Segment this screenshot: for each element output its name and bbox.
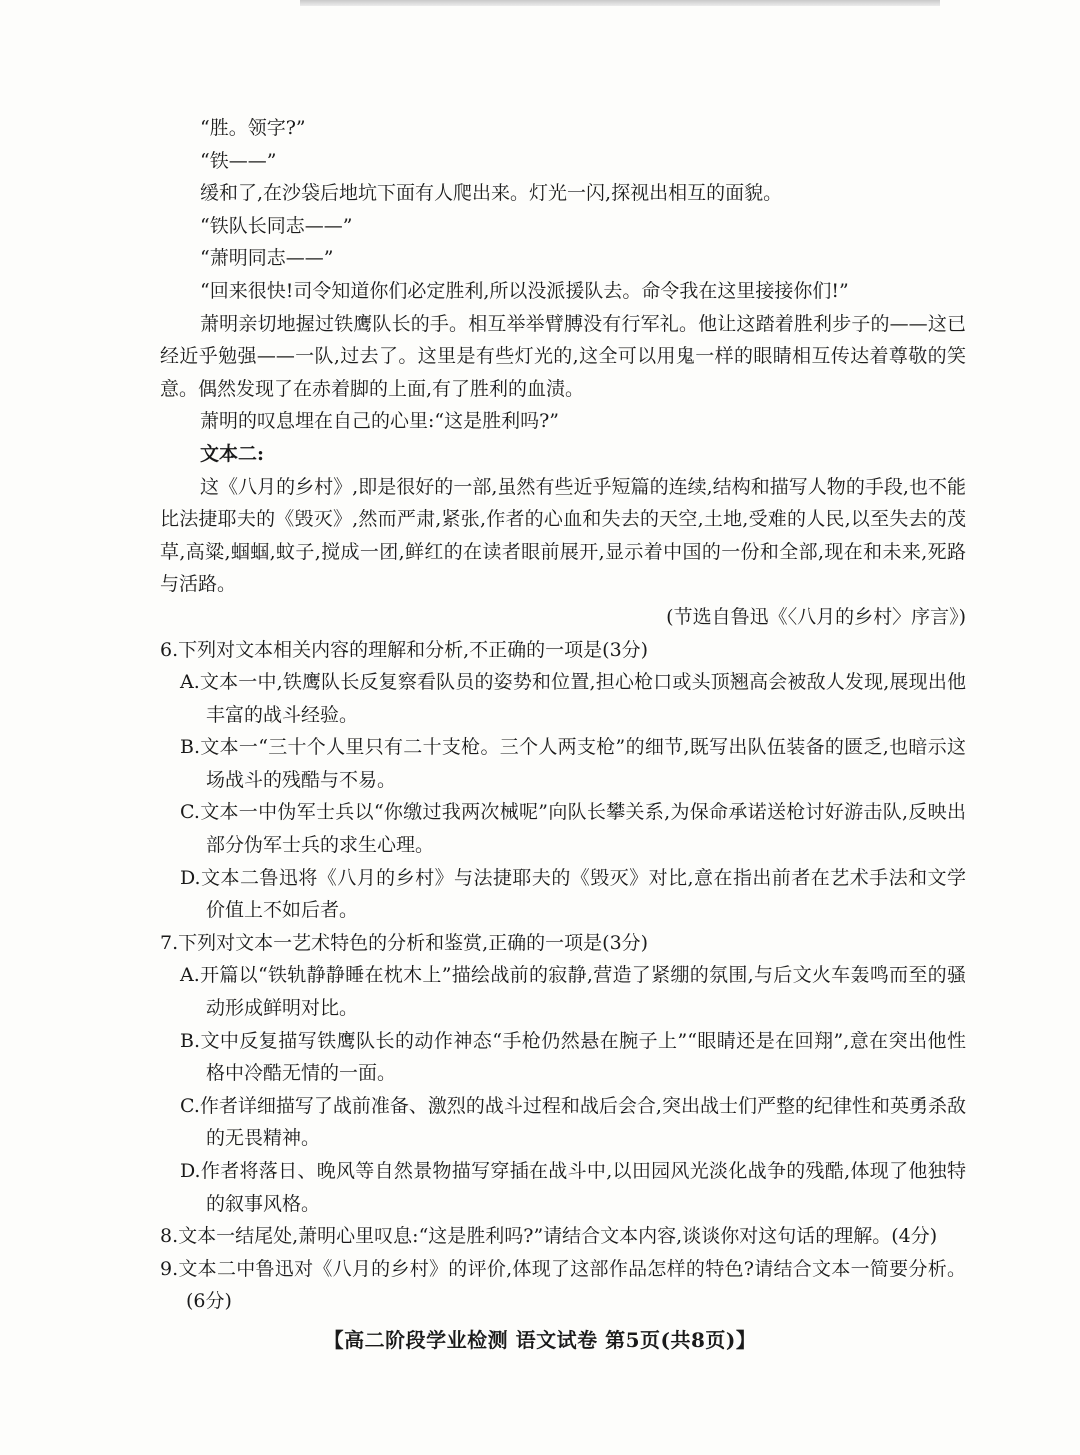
dialogue-line: “铁——”	[200, 149, 277, 172]
page-footer: 【高二阶段学业检测 语文试卷 第5页(共8页)】	[323, 1328, 757, 1352]
scan-edge	[300, 0, 940, 6]
question-stem: 8.文本一结尾处,萧明心里叹息:“这是胜利吗?”请结合文本内容,谈谈你对这句话的理解。(4分)	[160, 1225, 938, 1248]
narration-paragraph: 萧明亲切地握过铁鹰队长的手。相互举举臂膊没有行军礼。他让这踏着胜利步子的——这已经近乎勉强——一队,过去了。这里是有些灯光的,这全可以用鬼一样的眼睛相互传达着尊敬的笑意。偶然发现了在赤着脚的上面,有了胜利的血渍。	[160, 312, 966, 400]
option-a: A.开篇以“铁轨静静睡在枕木上”描绘战前的寂静,营造了紧绷的氛围,与后文火车轰鸣而至的骚动形成鲜明对比。	[180, 964, 966, 1020]
option-b: B.文中反复描写铁鹰队长的动作神态“手枪仍然悬在腕子上”“眼睛还是在回翔”,意在突出他性格中冷酷无情的一面。	[180, 1029, 966, 1085]
question-9	[160, 1253, 966, 1318]
question-stem: 6.下列对文本相关内容的理解和分析,不正确的一项是(3分)	[160, 638, 649, 661]
narration-line: 缓和了,在沙袋后地坑下面有人爬出来。灯光一闪,探视出相互的面貌。	[200, 182, 783, 205]
option-d: D.文本二鲁迅将《八月的乡村》与法捷耶夫的《毁灭》对比,意在指出前者在艺术手法和文学价值上不如后者。	[180, 866, 966, 922]
option-a: A.文本一中,铁鹰队长反复察看队员的姿势和位置,担心枪口或头顶翘高会被敌人发现,展现出他丰富的战斗经验。	[180, 671, 966, 726]
narration-line: 萧明的叹息埋在自己的心里:“这是胜利吗?”	[200, 410, 560, 433]
dialogue-line: “胜。领字?”	[200, 117, 306, 139]
question-stem: 9.文本二中鲁迅对《八月的乡村》的评价,体现了这部作品怎样的特色?请结合文本一简要分析。(6分)	[160, 1257, 966, 1313]
option-d: D.作者将落日、晚风等自然景物描写穿插在战斗中,以田园风光淡化战争的残酷,体现了他独特的叙事风格。	[180, 1160, 966, 1215]
question-stem: 7.下列对文本一艺术特色的分析和鉴赏,正确的一项是(3分)	[160, 931, 649, 954]
dialogue-line: “萧明同志——”	[200, 247, 334, 270]
option-c: C.作者详细描写了战前准备、激烈的战斗过程和战后会合,突出战士们严整的纪律性和英勇杀敌的无畏精神。	[180, 1094, 966, 1150]
dialogue-line: “回来很快!司令知道你们必定胜利,所以没派援队去。命令我在这里接接你们!”	[200, 279, 849, 302]
exam-page	[160, 112, 966, 1318]
option-b: B.文本一“三十个人里只有二十支枪。三个人两支枪”的细节,既写出队伍装备的匮乏,也暗示这场战斗的残酷与不易。	[180, 736, 966, 791]
question-6	[160, 634, 966, 927]
dialogue-line: “铁队长同志——”	[200, 214, 353, 237]
source-citation: (节选自鲁迅《〈八月的乡村〉序言》)	[666, 605, 966, 628]
text-two-paragraph: 这《八月的乡村》,即是很好的一部,虽然有些近乎短篇的连续,结构和描写人物的手段,也不能比法捷耶夫的《毁灭》,然而严肃,紧张,作者的心血和失去的天空,土地,受难的人民,以至失去的茂草,高粱,蝈蝈,蚊子,搅成一团,鲜红的在读者眼前展开,显示着中国的一份和全部,现在和未来,死路与活路。	[160, 475, 966, 596]
question-7	[160, 927, 966, 1220]
question-8	[160, 1220, 966, 1253]
text-two-heading: 文本二:	[200, 442, 265, 465]
option-c: C.文本一中伪军士兵以“你缴过我两次械呢”向队长攀关系,为保命承诺送枪讨好游击队,反映出部分伪军士兵的求生心理。	[180, 801, 966, 857]
